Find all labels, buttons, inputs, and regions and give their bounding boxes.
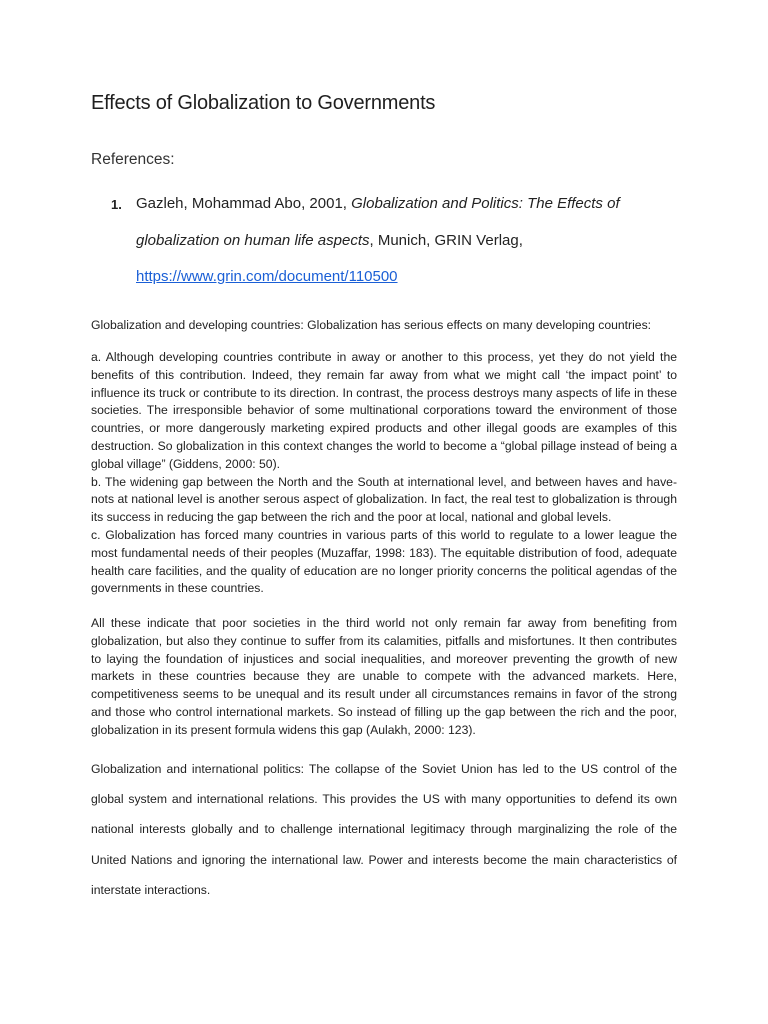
reference-title-part2: globalization on human life aspects — [136, 232, 370, 249]
reference-authors: Gazleh, Mohammad Abo, 2001, — [136, 195, 352, 212]
reference-number: 1. — [111, 197, 122, 212]
reference-line-3[interactable] — [136, 268, 398, 285]
paragraph-poor-societies: All these indicate that poor societies in the third world not only remain far away from benefiting from globalization, but also they continue to suffer from its calamities, pitfalls and misfortunes. It then contributes to laying the foundation of injustices and social inequalities, and moreover preventing the growth of new markets in these countries because they are unable to compete with the advanced markets. Here, competitiveness seems to be unequal and its result under all circumstances remains in favor of the strong and those who control international markets. So instead of filling up the gap between the rich and the poor, globalization in its present formula widens this gap (Aulakh, 2000: 123). — [91, 616, 677, 737]
paragraph-international-politics: Globalization and international politics: The collapse of the Soviet Union has led to the US control of the global system and international relations. This provides the US with many opportunities to defend its own national interests globally and to challenge international legitimacy through marginalizing the role of the United Nations and ignoring the international law. Power and interests become the main characteristics of interstate interactions. — [91, 762, 677, 897]
paragraph-point-c: c. Globalization has forced many countries in various parts of this world to regulate to a lower league the most fundamental needs of their peoples (Muzaffar, 1998: 183). The equitable distribution of food, adequate health care facilities, and the quality of education are no longer priority concerns the political agendas of the governments in these countries. — [91, 527, 677, 596]
paragraph-point-b: b. The widening gap between the North and the South at international level, and between haves and have-nots at national level is another serous aspect of globalization. In fact, the real test to globalization is through its success in reducing the gap between the rich and the poor at local, national and global levels. — [91, 474, 677, 525]
reference-line-1 — [136, 195, 620, 212]
reference-link[interactable]: https://www.grin.com/document/110500 — [136, 268, 398, 285]
page-title: Effects of Globalization to Governments — [91, 92, 436, 114]
paragraph-points — [91, 349, 677, 598]
paragraph-developing-countries-intro: Globalization and developing countries: Globalization has serious effects on many developing countries: — [91, 318, 652, 332]
reference-publisher: , Munich, GRIN Verlag, — [369, 232, 523, 249]
reference-line-2 — [136, 232, 523, 249]
references-label: References: — [91, 151, 175, 168]
paragraph-point-a: a. Although developing countries contribute in away or another to this process, yet they do not yield the benefits of this contribution. Indeed, they remain far away from what we might call ‘the impact point’ to influence its truck or contribute to its direction. In contrast, the process destroys many aspects of life in these societies. The irresponsible behavior of some multinational corporations toward the environment of those countries, or more dangerously marketing expired products and other illegal goods are examples of this destruction. So globalization in this context changes the world to become a “global pillage instead of being a global village” (Giddens, 2000: 50). — [91, 350, 677, 471]
reference-title-part1: Globalization and Politics: The Effects of — [351, 195, 620, 212]
